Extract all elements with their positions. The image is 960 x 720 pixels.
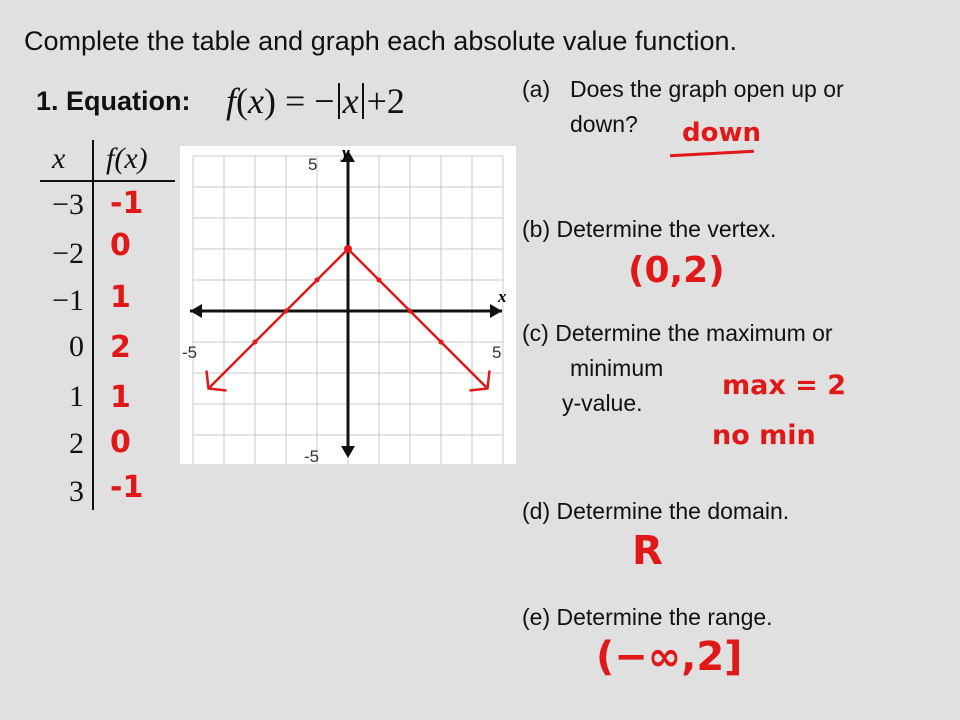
table-fx-cell: 0 xyxy=(110,228,131,263)
curve-point xyxy=(408,309,413,314)
curve-point xyxy=(315,278,320,283)
table-fx-cell: 1 xyxy=(110,280,131,315)
table-x-cell: −3 xyxy=(52,188,84,221)
y-axis-label: y xyxy=(342,146,350,162)
answer-e: (−∞,2] xyxy=(596,634,743,680)
table-x-cell: 0 xyxy=(69,330,84,363)
eq-x: x xyxy=(248,81,264,121)
answer-a-underline xyxy=(670,150,754,157)
table-fx-cell: 0 xyxy=(110,425,131,460)
value-table xyxy=(40,140,180,510)
curve-point xyxy=(284,309,289,314)
equation-label: 1. Equation: xyxy=(36,86,191,116)
table-header-x: x xyxy=(52,142,66,175)
table-x-cell: 2 xyxy=(69,427,84,460)
table-fx-cell: -1 xyxy=(110,186,144,221)
eq-abs-x: x xyxy=(342,81,359,121)
table-fx-cell: 2 xyxy=(110,330,131,365)
table-x-cell: −2 xyxy=(52,237,84,270)
eq-f: f xyxy=(226,81,237,121)
equation-formula xyxy=(226,80,405,122)
answer-b: (0,2) xyxy=(628,250,725,291)
table-x-cell: 3 xyxy=(69,475,84,508)
question-c-line2: minimum xyxy=(570,355,664,381)
question-b: (b) Determine the vertex. xyxy=(522,216,777,242)
question-c-line1: (c) Determine the maximum or xyxy=(522,320,833,346)
x-min-label: -5 xyxy=(182,343,198,362)
answer-a: down xyxy=(682,118,762,148)
curve-point xyxy=(253,340,258,345)
answer-c-min: no min xyxy=(712,420,816,451)
question-e: (e) Determine the range. xyxy=(522,604,773,630)
y-max-label: 5 xyxy=(308,155,318,174)
question-a-prefix: (a) xyxy=(522,76,551,102)
eq-const: +2 xyxy=(366,81,405,121)
answer-d: R xyxy=(632,528,663,574)
table-header-fx: f(x) xyxy=(106,142,148,175)
question-a-line2: down? xyxy=(570,111,638,137)
eq-lparen: ( xyxy=(236,81,249,121)
y-min-label: -5 xyxy=(304,447,320,464)
question-d: (d) Determine the domain. xyxy=(522,498,790,524)
answer-c-max: max = 2 xyxy=(722,370,846,401)
question-c xyxy=(522,316,833,421)
curve-point xyxy=(344,245,352,253)
x-max-label: 5 xyxy=(492,343,502,362)
coordinate-graph xyxy=(180,146,516,464)
eq-equals: = − xyxy=(285,81,335,121)
table-fx-cell: 1 xyxy=(110,380,131,415)
question-a xyxy=(522,72,844,137)
page-title: Complete the table and graph each absolute value function. xyxy=(24,26,737,56)
curve-point xyxy=(439,340,444,345)
table-fx-cell: -1 xyxy=(110,470,144,505)
eq-rparen: ) xyxy=(264,81,276,121)
table-x-cell: −1 xyxy=(52,284,84,317)
curve-point xyxy=(377,278,382,283)
question-c-line3: y-value. xyxy=(562,390,643,416)
table-x-cell: 1 xyxy=(69,380,84,413)
question-a-line1: Does the graph open up or xyxy=(570,76,844,102)
x-axis-label: x xyxy=(498,287,507,306)
